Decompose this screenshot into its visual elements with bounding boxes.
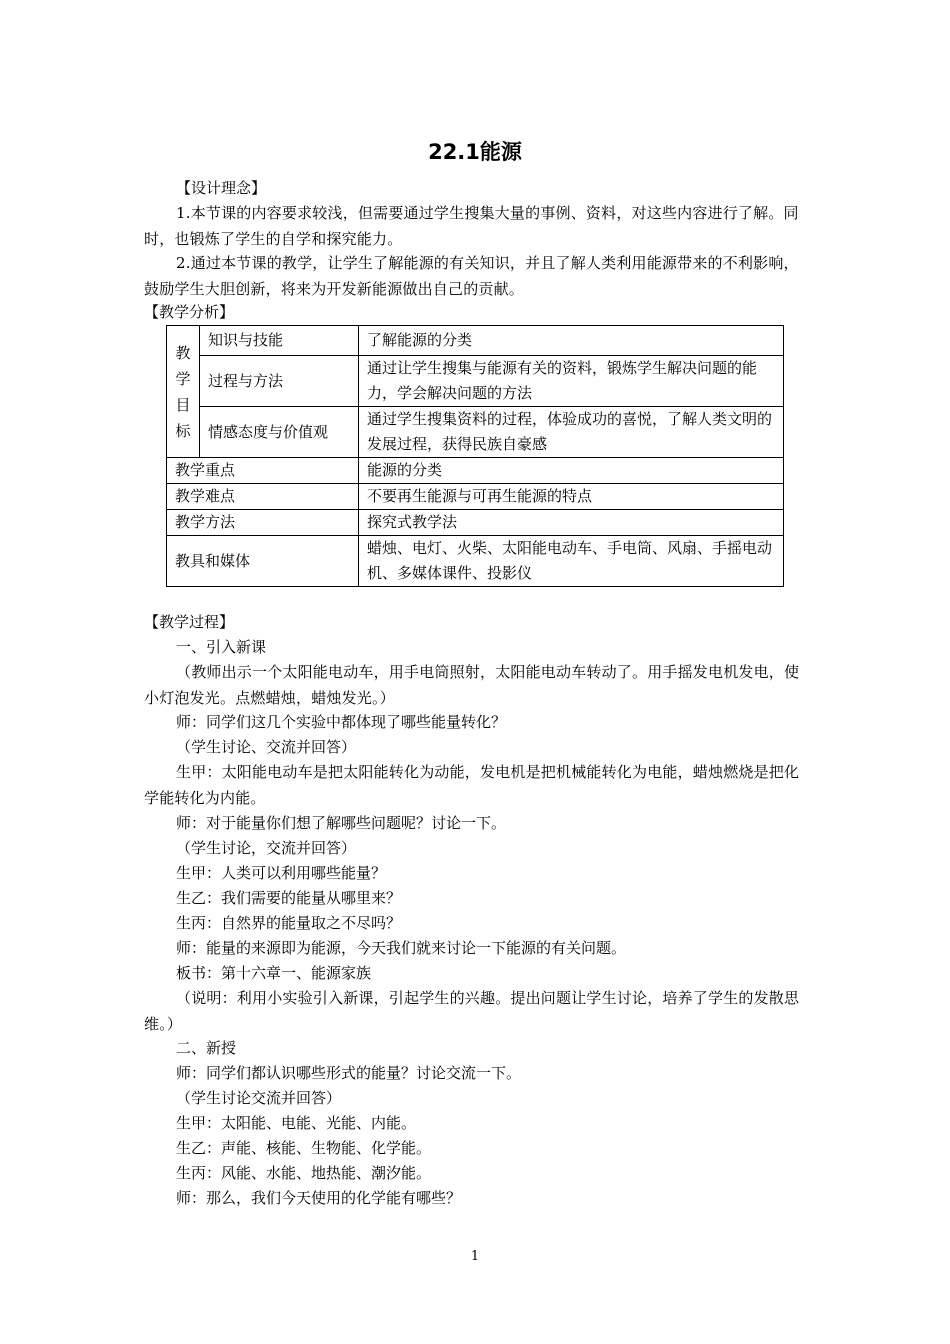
table-row <box>167 536 784 587</box>
table-row <box>167 326 784 356</box>
process-line: 生丙：风能、水能、地热能、潮汐能。 <box>176 1164 432 1182</box>
process-line: 生甲：太阳能电动车是把太阳能转化为动能，发电机是把机械能转化为电能，蜡烛燃烧是把化学能转化为内能。 <box>144 763 800 807</box>
analysis-heading: 【教学分析】 <box>144 303 235 321</box>
difficulty-label: 教学难点 <box>167 484 359 510</box>
media-label: 教具和媒体 <box>167 536 359 587</box>
page-title: 22.1能源 <box>428 140 522 164</box>
process-line: 一、引入新课 <box>176 638 267 656</box>
process-line: 生丙：自然界的能量取之不尽吗？ <box>176 914 402 932</box>
goal-label: 教学目标 <box>167 326 200 458</box>
method-value: 探究式教学法 <box>359 510 784 536</box>
goal-row-value: 通过让学生搜集与能源有关的资料，锻炼学生解决问题的能力，学会解决问题的方法 <box>359 356 784 407</box>
goal-row-label: 过程与方法 <box>200 356 359 407</box>
table-row <box>167 510 784 536</box>
difficulty-value: 不要再生能源与可再生能源的特点 <box>359 484 784 510</box>
page-number: 1 <box>470 1249 480 1264</box>
process-line: 生甲：太阳能、电能、光能、内能。 <box>176 1114 417 1132</box>
goal-row-value: 了解能源的分类 <box>359 326 784 356</box>
process-heading: 【教学过程】 <box>144 613 235 631</box>
key-point-value: 能源的分类 <box>359 458 784 484</box>
design-paragraph-1: 1.本节课的内容要求较浅，但需要通过学生搜集大量的事例、资料，对这些内容进行了解。同时，也锻炼了学生的自学和探究能力。 <box>144 204 799 248</box>
design-heading: 【设计理念】 <box>176 179 267 197</box>
process-line: （学生讨论、交流并回答） <box>176 738 357 756</box>
table-row <box>167 356 784 407</box>
process-line: （学生讨论，交流并回答） <box>176 839 357 857</box>
goal-row-label: 知识与技能 <box>200 326 359 356</box>
process-line: 生乙：声能、核能、生物能、化学能。 <box>176 1139 432 1157</box>
goal-row-label: 情感态度与价值观 <box>200 407 359 458</box>
table-row <box>167 484 784 510</box>
process-line: 师：那么，我们今天使用的化学能有哪些？ <box>176 1189 462 1207</box>
process-line: 师：同学们都认识哪些形式的能量？讨论交流一下。 <box>176 1064 522 1082</box>
process-line: （学生讨论交流并回答） <box>176 1089 342 1107</box>
table-row <box>167 458 784 484</box>
process-line: 师：同学们这几个实验中都体现了哪些能量转化？ <box>176 713 507 731</box>
table-row <box>167 407 784 458</box>
key-point-label: 教学重点 <box>167 458 359 484</box>
process-line: 生乙：我们需要的能量从哪里来？ <box>176 889 402 907</box>
process-line: 板书：第十六章一、能源家族 <box>176 964 372 982</box>
process-line: （说明：利用小实验引入新课，引起学生的兴趣。提出问题让学生讨论，培养了学生的发散思维。） <box>144 989 800 1033</box>
process-line: 二、新授 <box>176 1039 237 1057</box>
process-line: 师：对于能量你们想了解哪些问题呢？讨论一下。 <box>176 814 507 832</box>
design-paragraph-2: 2.通过本节课的教学，让学生了解能源的有关知识，并且了解人类利用能源带来的不利影响，鼓励学生大胆创新，将来为开发新能源做出自己的贡献。 <box>144 254 799 298</box>
media-value: 蜡烛、电灯、火柴、太阳能电动车、手电筒、风扇、手摇电动机、多媒体课件、投影仪 <box>359 536 784 587</box>
method-label: 教学方法 <box>167 510 359 536</box>
goal-row-value: 通过学生搜集资料的过程，体验成功的喜悦，了解人类文明的发展过程，获得民族自豪感 <box>359 407 784 458</box>
analysis-table <box>166 325 784 587</box>
process-line: （教师出示一个太阳能电动车，用手电筒照射，太阳能电动车转动了。用手摇发电机发电，使小灯泡发光。点燃蜡烛，蜡烛发光。） <box>144 663 800 707</box>
process-line: 师：能量的来源即为能源，今天我们就来讨论一下能源的有关问题。 <box>176 939 627 957</box>
process-line: 生甲：人类可以利用哪些能量？ <box>176 864 387 882</box>
